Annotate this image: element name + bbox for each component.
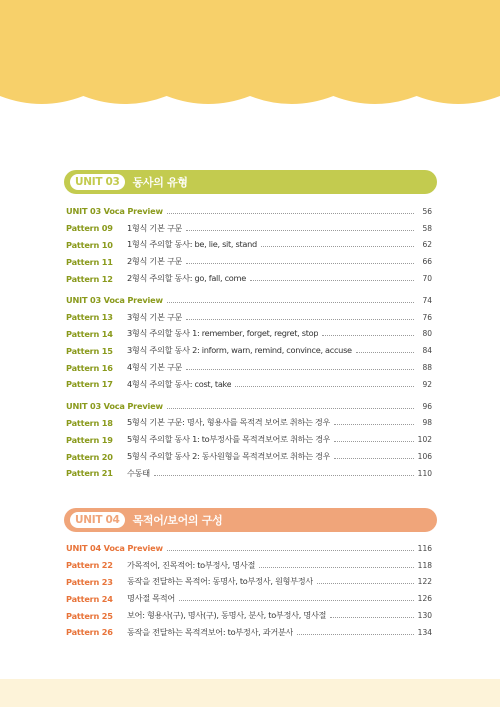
- voca-preview-label: UNIT 04 Voca Preview: [66, 543, 163, 554]
- toc-entry[interactable]: [66, 326, 432, 343]
- toc-entry[interactable]: [66, 270, 432, 287]
- entry-title: 동작을 전달하는 목적격보어: to부정사, 과거분사: [127, 626, 294, 637]
- toc-entry[interactable]: [66, 607, 432, 624]
- pattern-label: Pattern 22: [66, 560, 113, 571]
- pattern-label: Pattern 25: [66, 610, 113, 621]
- page-number: 66: [422, 257, 432, 267]
- dot-leader: [334, 424, 414, 425]
- toc-entry[interactable]: [66, 398, 432, 415]
- dot-leader: [167, 550, 414, 551]
- dot-leader: [259, 567, 414, 568]
- toc-entry[interactable]: [66, 292, 432, 309]
- toc-entry[interactable]: [66, 220, 432, 237]
- unit-title: 목적어/보어의 구성: [132, 514, 223, 527]
- entry-title: 가목적어, 진목적어: to부정사, 명사절: [127, 559, 256, 570]
- page-number: 80: [422, 329, 432, 339]
- toc-entry[interactable]: [66, 624, 432, 641]
- dot-leader: [186, 263, 414, 264]
- dot-leader: [167, 408, 414, 409]
- dot-leader: [179, 600, 414, 601]
- voca-preview-label: UNIT 03 Voca Preview: [66, 206, 163, 217]
- dot-leader: [250, 280, 414, 281]
- dot-leader: [235, 386, 414, 387]
- entry-title: 3형식 주의할 동사 2: inform, warn, remind, convince, accuse: [127, 345, 352, 356]
- entry-title: 동작을 전달하는 목적어: 동명사, to부정사, 원형부정사: [127, 576, 313, 587]
- wavy-header-decoration: [0, 0, 500, 112]
- page-number: 96: [422, 401, 432, 411]
- page-number: 56: [422, 206, 432, 216]
- page-number: 130: [417, 611, 432, 621]
- entry-title: 1형식 기본 구문: [127, 222, 183, 233]
- dot-leader: [356, 352, 414, 353]
- toc-entry[interactable]: [66, 237, 432, 254]
- page-number: 74: [422, 295, 432, 305]
- pattern-label: Pattern 16: [66, 362, 113, 373]
- toc-entry[interactable]: [66, 309, 432, 326]
- entry-title: 2형식 주의할 동사: go, fall, come: [127, 273, 246, 284]
- unit-03-contents-list: [66, 203, 432, 482]
- dot-leader: [154, 475, 414, 476]
- dot-leader: [334, 441, 413, 442]
- entry-title: 수동태: [127, 467, 150, 478]
- entry-title: 보어: 형용사(구), 명사(구), 동명사, 분사, to부정사, 명사절: [127, 610, 327, 621]
- pattern-label: Pattern 12: [66, 273, 113, 284]
- dot-leader: [330, 617, 414, 618]
- toc-entry[interactable]: [66, 448, 432, 465]
- pattern-label: Pattern 21: [66, 468, 113, 479]
- page-number: 92: [422, 379, 432, 389]
- pattern-label: Pattern 13: [66, 312, 113, 323]
- toc-entry[interactable]: [66, 557, 432, 574]
- unit-04-banner: [64, 508, 437, 532]
- dot-leader: [322, 335, 414, 336]
- pattern-label: Pattern 19: [66, 434, 113, 445]
- pattern-label: Pattern 14: [66, 328, 113, 339]
- entry-title: 명사절 목적어: [127, 593, 175, 604]
- entry-title: 2형식 기본 구문: [127, 256, 183, 267]
- toc-entry[interactable]: [66, 540, 432, 557]
- page-number: 98: [422, 418, 432, 428]
- pattern-label: Pattern 10: [66, 239, 113, 250]
- pattern-label: Pattern 11: [66, 256, 113, 267]
- entry-title: 3형식 기본 구문: [127, 311, 183, 322]
- toc-entry[interactable]: [66, 415, 432, 432]
- dot-leader: [167, 213, 414, 214]
- pattern-label: Pattern 09: [66, 223, 113, 234]
- pattern-label: Pattern 15: [66, 345, 113, 356]
- page-number: 126: [417, 594, 432, 604]
- unit-04-contents-list: [66, 540, 432, 641]
- toc-entry[interactable]: [66, 574, 432, 591]
- page-number: 102: [417, 435, 432, 445]
- toc-entry[interactable]: [66, 359, 432, 376]
- dot-leader: [261, 246, 414, 247]
- dot-leader: [167, 302, 414, 303]
- page-number: 110: [417, 468, 432, 478]
- pattern-label: Pattern 24: [66, 593, 113, 604]
- dot-leader: [297, 634, 414, 635]
- toc-entry[interactable]: [66, 203, 432, 220]
- toc-entry[interactable]: [66, 253, 432, 270]
- unit-badge: UNIT 03: [70, 174, 125, 190]
- page-number: 62: [422, 240, 432, 250]
- page-number: 106: [417, 452, 432, 462]
- page-number: 134: [417, 627, 432, 637]
- dot-leader: [317, 583, 414, 584]
- entry-title: 5형식 주의할 동사 2: 동사원형을 목적격보어로 취하는 경우: [127, 451, 331, 462]
- page-number: 116: [417, 543, 432, 553]
- unit-title: 동사의 유형: [132, 176, 188, 189]
- toc-entry[interactable]: [66, 465, 432, 482]
- toc-entry[interactable]: [66, 376, 432, 393]
- dot-leader: [186, 369, 414, 370]
- unit-03-banner: [64, 170, 437, 194]
- unit-badge: UNIT 04: [70, 512, 125, 528]
- entry-title: 5형식 주의할 동사 1: to부정사를 목적격보어로 취하는 경우: [127, 434, 331, 445]
- entry-title: 4형식 기본 구문: [127, 362, 183, 373]
- dot-leader: [186, 230, 414, 231]
- page-number: 88: [422, 363, 432, 373]
- pattern-label: Pattern 23: [66, 576, 113, 587]
- page-number: 70: [422, 274, 432, 284]
- pattern-label: Pattern 17: [66, 379, 113, 390]
- dot-leader: [334, 458, 413, 459]
- page-number: 84: [422, 346, 432, 356]
- page-number: 122: [417, 577, 432, 587]
- entry-title: 1형식 주의할 동사: be, lie, sit, stand: [127, 239, 257, 250]
- page-number: 76: [422, 312, 432, 322]
- page-number: 58: [422, 223, 432, 233]
- toc-entry[interactable]: [66, 590, 432, 607]
- pattern-label: Pattern 26: [66, 627, 113, 638]
- voca-preview-label: UNIT 03 Voca Preview: [66, 295, 163, 306]
- dot-leader: [186, 319, 414, 320]
- entry-title: 3형식 주의할 동사 1: remember, forget, regret, stop: [127, 328, 319, 339]
- entry-title: 4형식 주의할 동사: cost, take: [127, 378, 232, 389]
- toc-entry[interactable]: [66, 342, 432, 359]
- entry-title: 5형식 기본 구문: 명사, 형용사를 목적격 보어로 취하는 경우: [127, 417, 331, 428]
- pattern-label: Pattern 18: [66, 417, 113, 428]
- pattern-label: Pattern 20: [66, 451, 113, 462]
- page-number: 118: [417, 560, 432, 570]
- toc-entry[interactable]: [66, 431, 432, 448]
- footer-band: [0, 679, 500, 707]
- wave-shape: [0, 0, 500, 104]
- voca-preview-label: UNIT 03 Voca Preview: [66, 401, 163, 412]
